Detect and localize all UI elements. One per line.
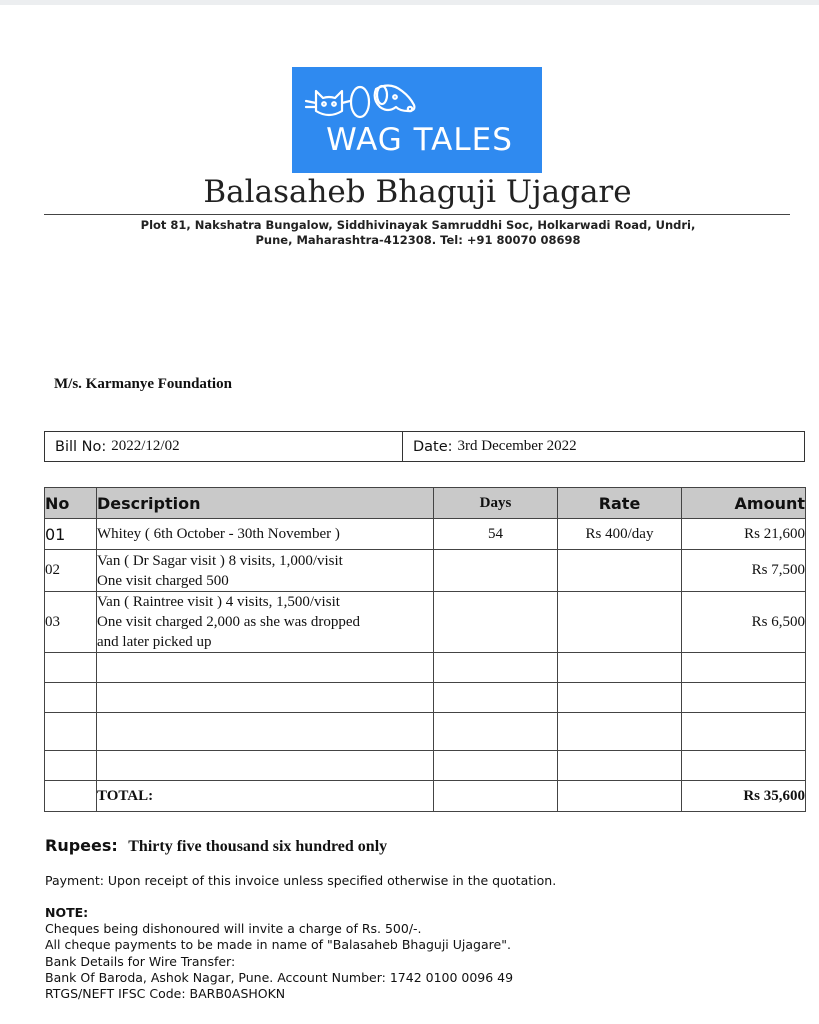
client-name: M/s. Karmanye Foundation: [54, 376, 232, 392]
bill-number: [45, 432, 403, 461]
table-row: [45, 519, 806, 550]
description-line: Van ( Dr Sagar visit ) 8 visits, 1,000/visit: [97, 552, 343, 569]
note-line: RTGS/NEFT IFSC Code: BARB0ASHOKN: [45, 986, 286, 1002]
row-description: [97, 550, 434, 592]
bill-date-label: Date:: [413, 438, 453, 455]
row-no: 02: [45, 550, 97, 592]
row-no: 01: [45, 519, 97, 550]
bill-info-box: [44, 431, 805, 462]
header-no: No: [45, 488, 97, 519]
business-name: Balasaheb Bhaguji Ujagare: [203, 174, 632, 210]
row-amount: Rs 21,600: [682, 519, 806, 550]
notes-section: [45, 905, 513, 1002]
bill-date-value: 3rd December 2022: [457, 438, 577, 454]
row-rate: [558, 550, 682, 592]
header-days: Days: [434, 488, 558, 519]
items-table: [44, 487, 806, 812]
total-amount: Rs 35,600: [682, 781, 806, 812]
header-amount: Amount: [682, 488, 806, 519]
wag-tales-logo: [292, 67, 542, 173]
row-amount: Rs 7,500: [682, 550, 806, 592]
total-row: [45, 781, 806, 812]
table-header-row: [45, 488, 806, 519]
row-description: [97, 519, 434, 550]
note-line: Bank Details for Wire Transfer:: [45, 953, 236, 969]
note-line: All cheque payments to be made in name of "Balasaheb Bhaguji Ujagare".: [45, 937, 511, 953]
header-description: Description: [97, 488, 434, 519]
total-label: TOTAL:: [97, 781, 434, 812]
row-rate: Rs 400/day: [558, 519, 682, 550]
rupees-label: Rupees:: [45, 836, 118, 855]
row-rate: [558, 592, 682, 653]
empty-row: [45, 713, 806, 751]
row-days: 54: [434, 519, 558, 550]
business-address: [80, 218, 756, 248]
table-row: [45, 592, 806, 653]
table-row: [45, 550, 806, 592]
address-line-2: Pune, Maharashtra-412308. Tel: +91 80070 08698: [255, 233, 581, 247]
payment-terms: Payment: Upon receipt of this invoice unless specified otherwise in the quotation.: [45, 873, 557, 888]
empty-row: [45, 751, 806, 781]
empty-row: [45, 653, 806, 683]
empty-row: [45, 683, 806, 713]
bill-date: [403, 432, 577, 461]
header-divider: [44, 214, 790, 215]
description-line: Whitey ( 6th October - 30th November ): [97, 526, 340, 542]
bill-number-label: Bill No:: [55, 438, 107, 455]
note-line: Bank Of Baroda, Ashok Nagar, Pune. Account Number: 1742 0100 0096 49: [45, 969, 514, 985]
row-days: [434, 550, 558, 592]
logo-text: WAG TALES: [326, 122, 513, 158]
row-days: [434, 592, 558, 653]
top-bar: [0, 0, 819, 5]
row-no: 03: [45, 592, 97, 653]
row-description: [97, 592, 434, 653]
bill-number-value: 2022/12/02: [111, 438, 180, 454]
header-rate: Rate: [558, 488, 682, 519]
note-line: Cheques being dishonoured will invite a charge of Rs. 500/-.: [45, 921, 422, 937]
address-line-1: Plot 81, Nakshatra Bungalow, Siddhivinayak Samruddhi Soc, Holkarwadi Road, Undri,: [140, 218, 696, 232]
description-line: One visit charged 2,000 as she was dropped: [97, 614, 360, 630]
description-line: One visit charged 500: [97, 572, 229, 589]
rupees-value: Thirty five thousand six hundred only: [128, 838, 388, 855]
amount-in-words: [45, 836, 387, 856]
description-line: and later picked up: [97, 634, 212, 650]
description-line: Van ( Raintree visit ) 4 visits, 1,500/visit: [97, 594, 340, 610]
row-amount: Rs 6,500: [682, 592, 806, 653]
note-title: NOTE:: [45, 905, 89, 920]
